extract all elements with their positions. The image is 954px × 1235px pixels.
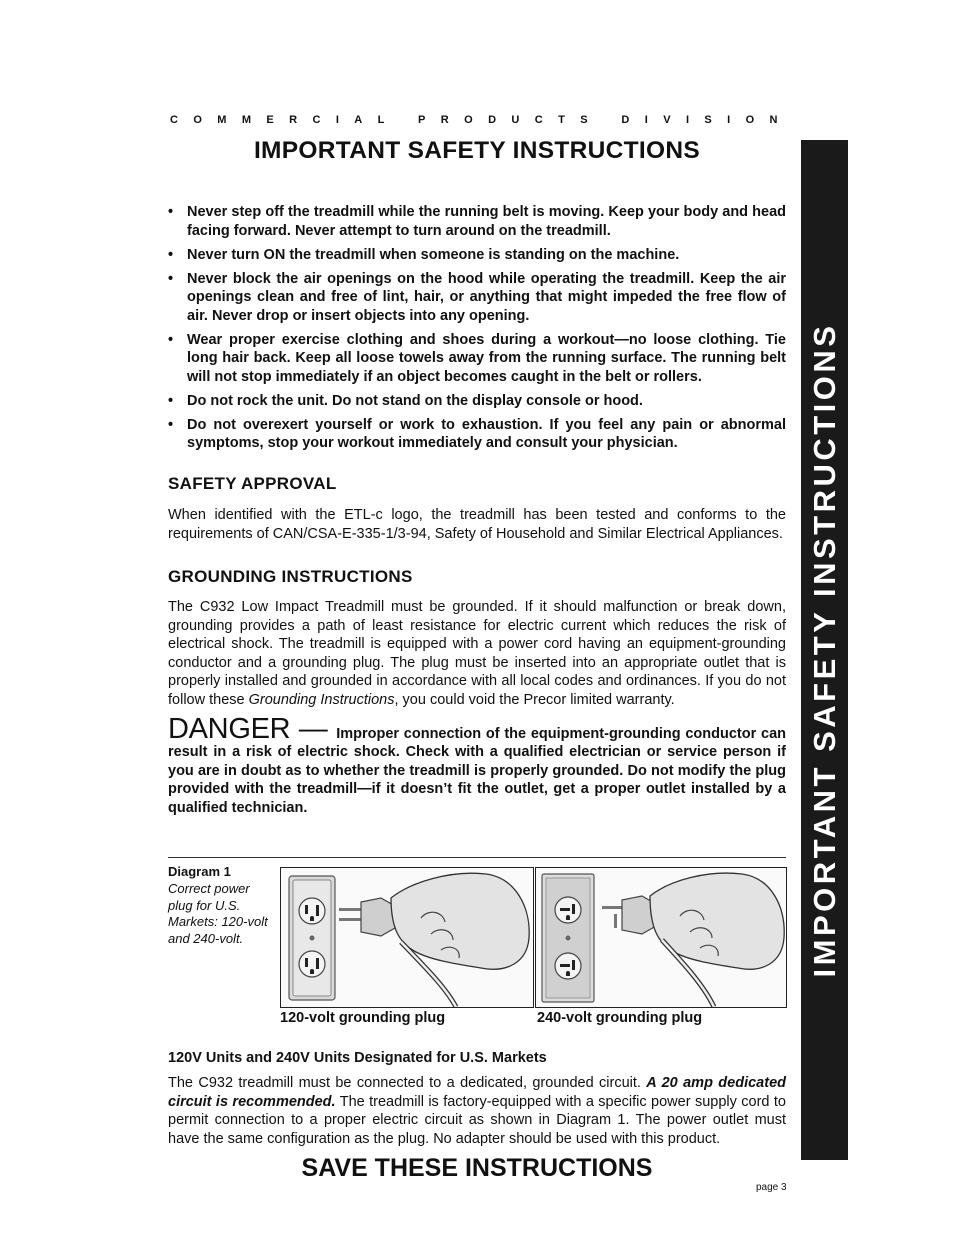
grounding-text-part: The C932 Low Impact Treadmill must be grounded. If it should malfunction or break down, grounding provides a path of least resistance for electric current which reduces the risk of electrical shock. The treadmill is equipped with a power cord having an equipment-grounding conductor and a grounding plug. The plug must be inserted into an appropriate outlet that is properly installed and grounded in accordance with all local codes and ordinances. If you do not follow these (168, 599, 786, 708)
divider (168, 857, 786, 858)
bullet-item: • Never turn ON the treadmill when someone is standing on the machine. (168, 246, 786, 265)
side-tab-label: IMPORTANT SAFETY INSTRUCTIONS (806, 322, 842, 978)
side-tab (801, 140, 848, 1160)
grounding-text-part: , you could void the Precor limited warranty. (394, 691, 675, 708)
safety-approval-text: When identified with the ETL-c logo, the treadmill has been tested and conforms to the requirements of CAN/CSA-E-335-1/3-94, Safety of Household and Similar Electrical Appliances. (168, 507, 786, 542)
bullet-item: • Wear proper exercise clothing and shoes during a workout—no loose clothing. Tie long hair back. Keep all loose towels away from the running surface. The running belt will not stop immediately if an object becomes caught in the belt or rollers. (168, 331, 786, 387)
us-markets-text-part: The C932 treadmill must be connected to a dedicated, grounded circuit. (168, 1075, 647, 1091)
danger-label: DANGER — (168, 713, 328, 745)
division-header: COMMERCIAL PRODUCTS DIVISION (170, 114, 793, 126)
grounding-text (168, 598, 786, 710)
bullet-item: • Never step off the treadmill while the running belt is moving. Keep your body and head facing forward. Never attempt to turn around on the treadmill. (168, 203, 786, 240)
plug-120-illustration (280, 867, 534, 1008)
danger-warning (168, 713, 786, 817)
safety-approval-heading: SAFETY APPROVAL (168, 474, 337, 493)
us-markets-heading: 120V Units and 240V Units Designated for U.S. Markets (168, 1050, 547, 1066)
danger-text: Improper connection of the equipment-grounding conductor can result in a risk of electric shock. Check with a qualified electrician or service person if you are in doubt as to whether the treadmill is properly grounded. Do not modify the plug provided with the treadmill—if it doesn’t fit the outlet, get a proper outlet installed by a qualified technician. (168, 726, 786, 816)
diagram-label: Diagram 1 (168, 864, 231, 879)
diagram-description: Correct power plug for U.S. Markets: 120-volt and 240-volt. (168, 880, 268, 947)
us-markets-text-part: The treadmill is factory-equipped with a specific power supply cord to permit connection to a proper electric circuit as shown in Diagram 1. The power outlet must have the same configuration as the plug. No adapter should be used with this product. (168, 1093, 786, 1147)
plug-120-drawing (281, 868, 533, 1007)
page-number: page 3 (756, 1182, 787, 1193)
bullet-item: • Do not rock the unit. Do not stand on the display console or hood. (168, 392, 786, 411)
plug-240-illustration (535, 867, 787, 1008)
safety-bullet-list (168, 203, 786, 458)
us-markets-text (168, 1074, 786, 1148)
plug-120-label: 120-volt grounding plug (280, 1010, 446, 1026)
us-markets-emphasis: A 20 amp dedicated circuit is recommended. (168, 1075, 786, 1110)
diagram-caption (168, 864, 268, 948)
bullet-item: • Do not overexert yourself or work to exhaustion. If you feel any pain or abnormal symptoms, stop your workout immediately and consult your physician. (168, 416, 786, 453)
grounding-text-italic: Grounding Instructions (248, 691, 395, 708)
grounding-heading: GROUNDING INSTRUCTIONS (168, 567, 413, 586)
page-title: IMPORTANT SAFETY INSTRUCTIONS (253, 137, 701, 164)
plug-240-drawing (536, 868, 786, 1007)
plug-240-label: 240-volt grounding plug (537, 1010, 703, 1026)
bullet-item: • Never block the air openings on the hood while operating the treadmill. Keep the air openings clean and free of lint, hair, or anything that might impeded the free flow of air. Never drop or insert objects into any opening. (168, 270, 786, 326)
save-instructions: SAVE THESE INSTRUCTIONS (301, 1154, 653, 1182)
